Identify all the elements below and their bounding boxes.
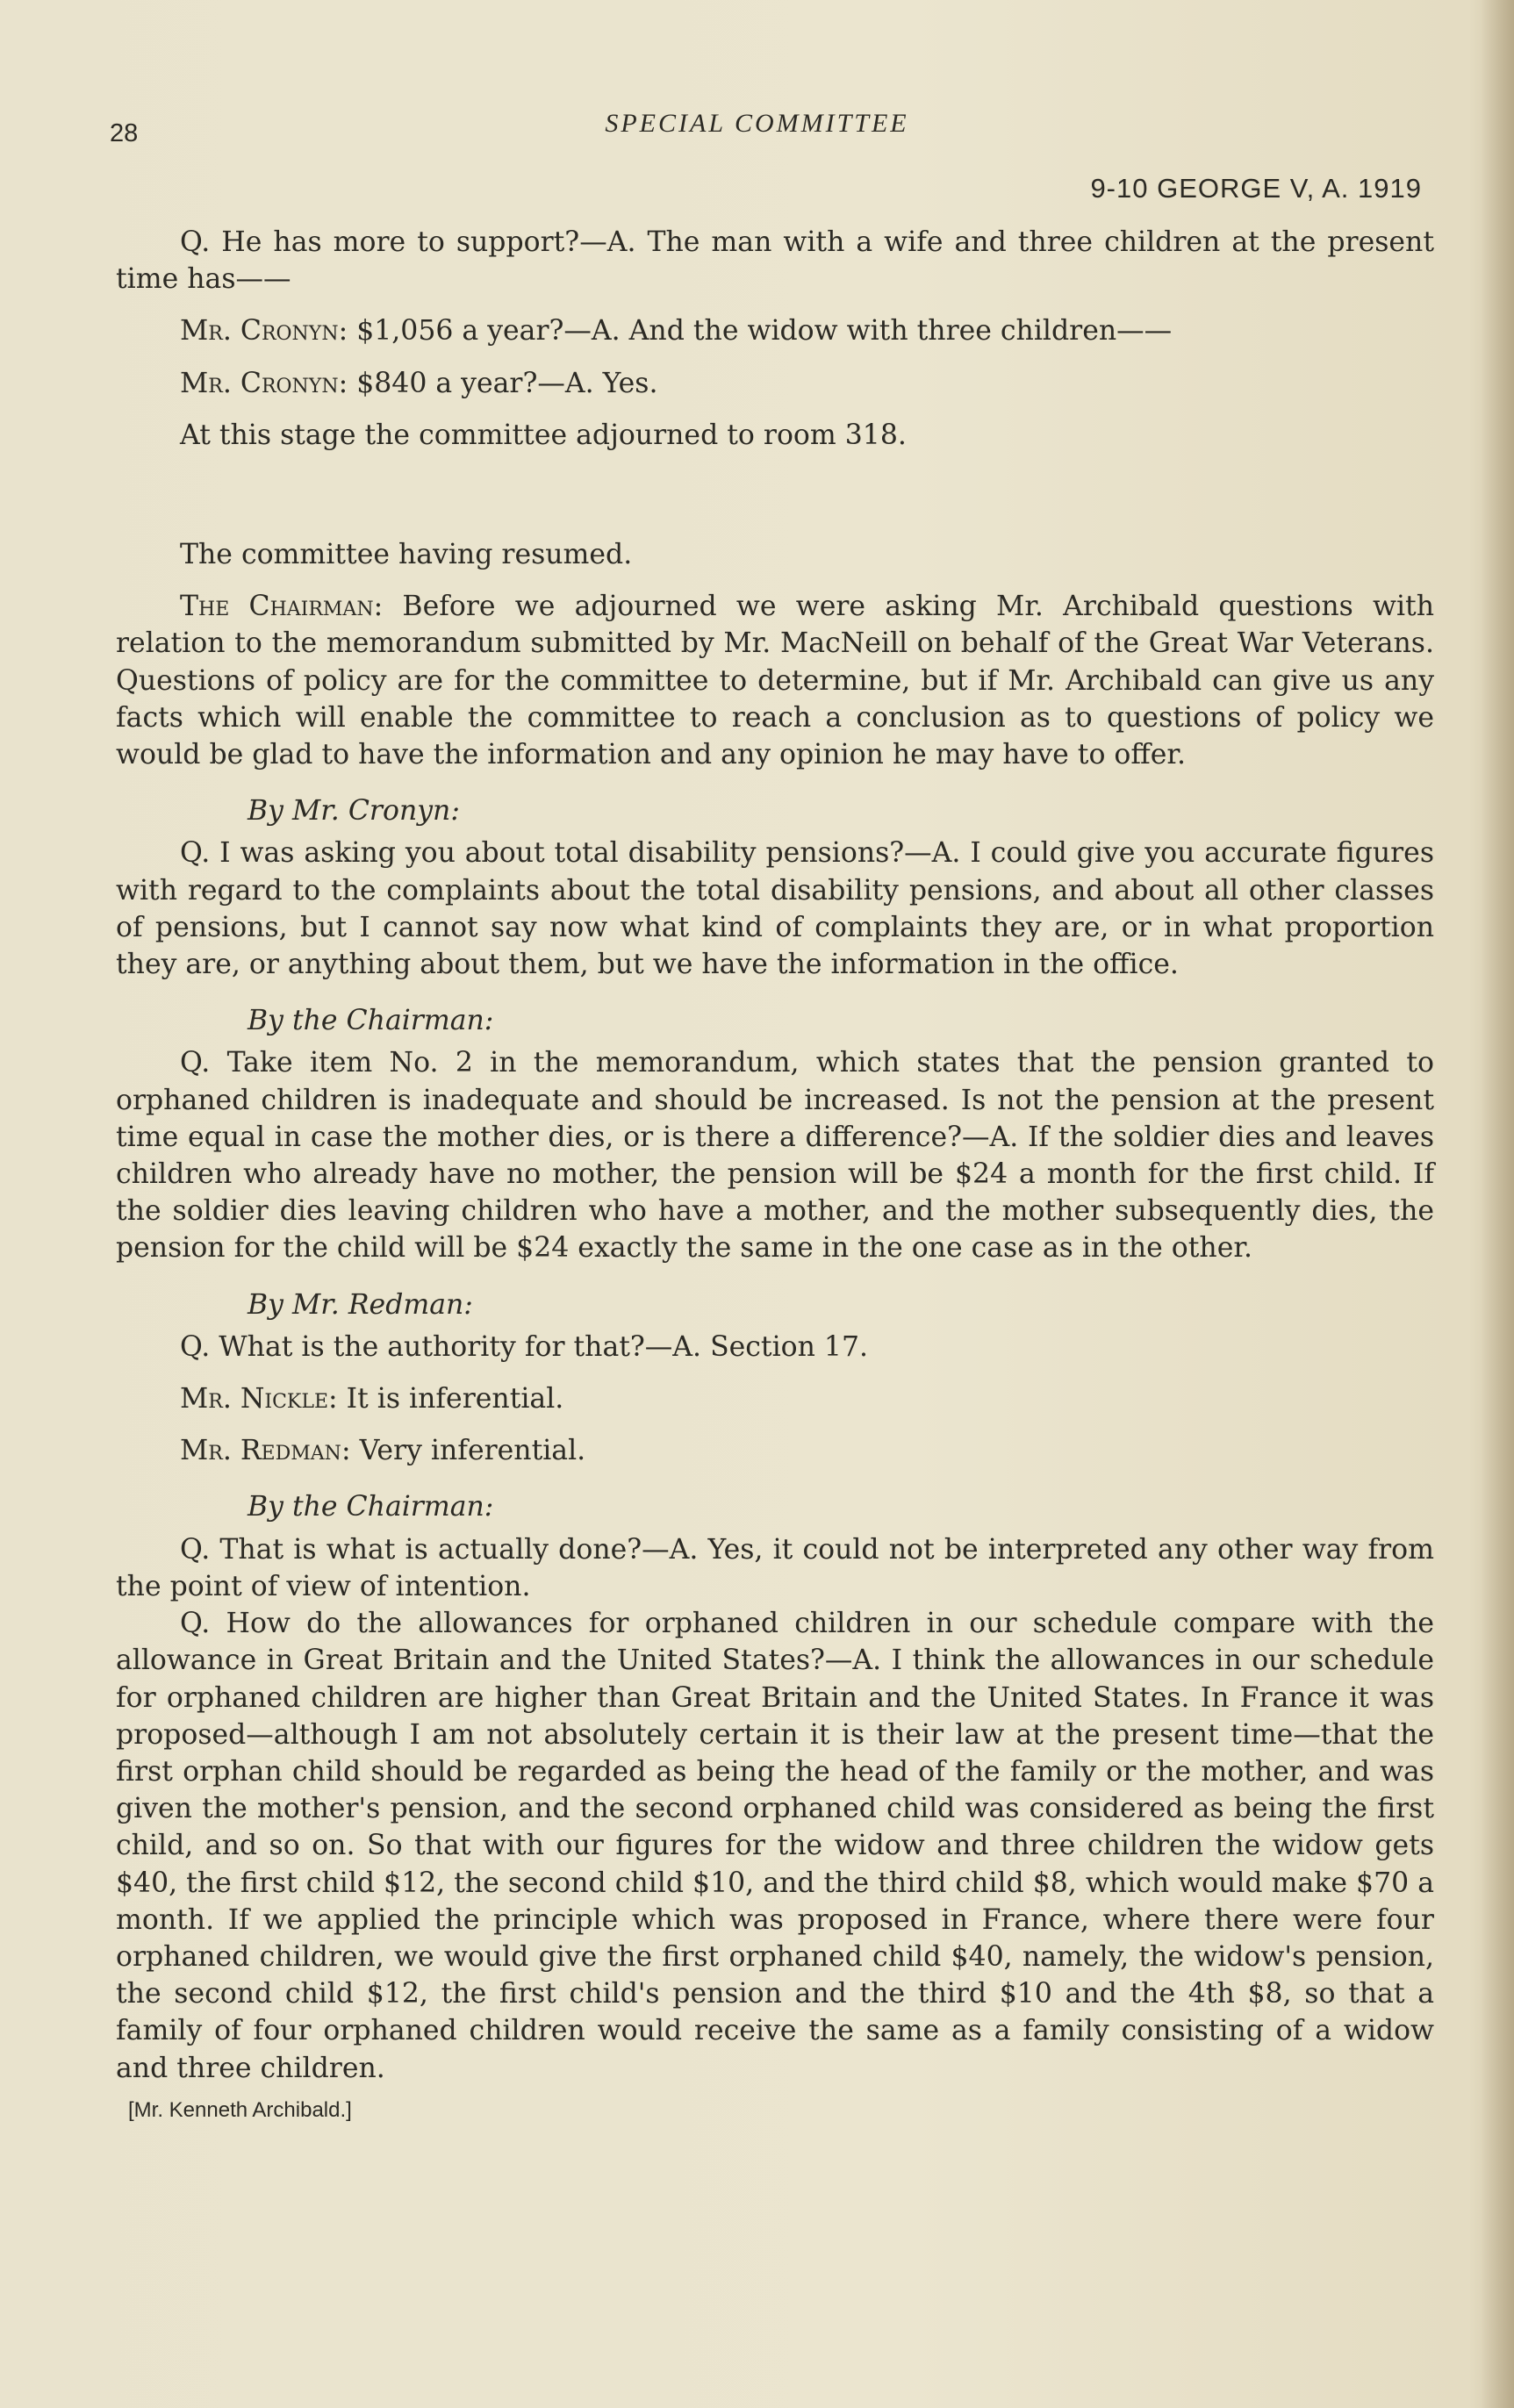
speaker-name: The Chairman bbox=[180, 591, 374, 623]
witness-footnote: [Mr. Kenneth Archibald.] bbox=[128, 2097, 352, 2122]
page-number: 28 bbox=[110, 119, 139, 147]
paragraph: Q. That is what is actually done?—A. Yes, it could not be interpreted any other way from the point of view of intention. bbox=[116, 1533, 1434, 1602]
examiner-heading: By the Chairman: bbox=[248, 1491, 494, 1523]
paragraph: Q. I was asking you about total disability pensions?—A. I could give you accurate figures with regard to the complaints about the total disability pensions, and about all other classes of pensions, but I cannot say now what kind of complaints they are, or in what proportion they are, or anything about them, but we have the information in the office. bbox=[116, 837, 1434, 981]
speaker-name: Mr. Redman bbox=[180, 1435, 341, 1467]
running-title: SPECIAL COMMITTEE bbox=[605, 109, 909, 138]
paragraph: At this stage the committee adjourned to room 318. bbox=[180, 419, 907, 451]
paragraph bbox=[116, 1380, 1434, 1417]
examiner-heading: By the Chairman: bbox=[248, 1005, 494, 1037]
paragraph: Q. What is the authority for that?—A. Section 17. bbox=[180, 1330, 869, 1363]
paragraph bbox=[116, 312, 1434, 349]
paragraph: Q. He has more to support?—A. The man with a wife and three children at the present time has—— bbox=[116, 226, 1434, 296]
speaker-name: Mr. Nickle bbox=[180, 1383, 329, 1415]
speaker-name: Mr. Cronyn bbox=[180, 315, 339, 348]
paragraph-text: : $840 a year?—A. Yes. bbox=[338, 367, 658, 399]
paragraph-text: : It is inferential. bbox=[328, 1383, 564, 1415]
document-body bbox=[116, 224, 1434, 2129]
regnal-year: 9-10 GEORGE V, A. 1919 bbox=[1090, 173, 1422, 204]
paragraph bbox=[116, 588, 1434, 773]
paragraph: Q. Take item No. 2 in the memorandum, which states that the pension granted to orphaned children is inadequate and should be increased. Is not the pension at the present time equal in case the mother dies, or is there a difference?—A. If the soldier dies and leaves children who already have no mother, the pension will be $24 a month for the first child. If the soldier dies leaving children who have a mother, and the mother subsequently dies, the pension for the child will be $24 exactly the same in the one case as in the other. bbox=[116, 1047, 1434, 1265]
examiner-heading: By Mr. Cronyn: bbox=[248, 795, 460, 828]
paragraph: The committee having resumed. bbox=[180, 539, 633, 571]
page-spine-shadow bbox=[1481, 0, 1514, 2408]
speaker-name: Mr. Cronyn bbox=[180, 367, 339, 399]
paragraph bbox=[116, 365, 1434, 402]
examiner-heading: By Mr. Redman: bbox=[248, 1288, 473, 1321]
paragraph-text: : Very inferential. bbox=[341, 1435, 586, 1467]
paragraph: Q. How do the allowances for orphaned children in our schedule compare with the allowance in Great Britain and the United States?—A. I think the allowances in our schedule for orphaned children are higher than Great Britain and the United States. In France it was proposed—although I am not absolutely certain it is their law at the present time—that the first orphan child should be regarded as being the head of the family or the mother, and was given the mother's pension, and the second orphaned child was considered as being the first child, and so on. So that with our figures for the widow and three children the widow gets $40, the first child $12, the second child $10, and the third child $8, which would make $70 a month. If we applied the principle which was proposed in France, where there were four orphaned children, we would give the first orphaned child $40, namely, the widow's pension, the second child $12, the first child's pension and the third $10 and the 4th $8, so that a family of four orphaned children would receive the same as a family consisting of a widow and three children. bbox=[116, 1608, 1434, 2084]
paragraph bbox=[116, 1432, 1434, 1469]
paragraph-text: : $1,056 a year?—A. And the widow with three children—— bbox=[338, 315, 1173, 348]
paragraph-text: : Before we adjourned we were asking Mr. Archibald questions with relation to the memorandum submitted by Mr. MacNeill on behalf of the Great War Veterans. Questions of policy are for the committee to determine, but if Mr. Archibald can give us any facts which will enable the committee to reach a conclusion as to questions of policy we would be glad to have the information and any opinion he may have to offer. bbox=[116, 591, 1434, 771]
